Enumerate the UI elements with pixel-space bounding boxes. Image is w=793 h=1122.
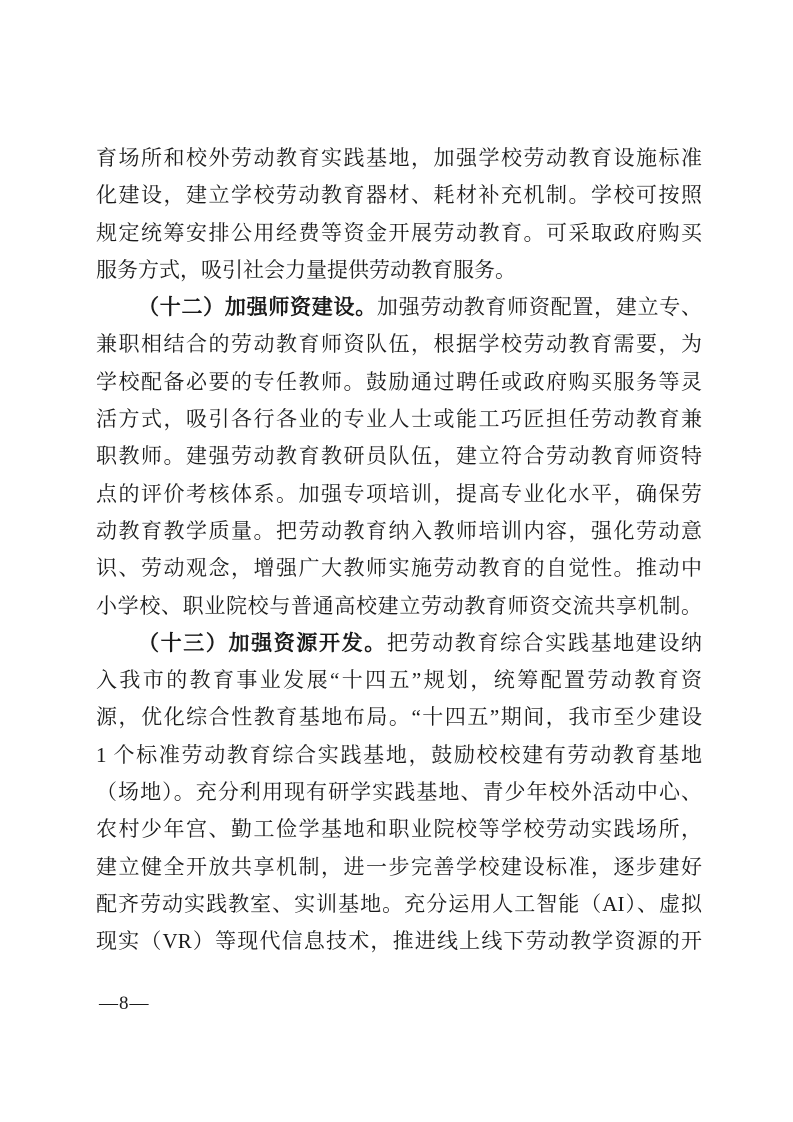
text-line [96, 476, 702, 513]
text-line [96, 513, 702, 550]
text-line [96, 699, 702, 736]
text-line [96, 401, 702, 438]
line-text: 入我市的教育事业发展“十四五”规划，统筹配置劳动教育资 [96, 668, 702, 693]
text-line [96, 140, 702, 177]
line-text: （场地）。充分利用现有研学实践基地、青少年校外活动中心、 [96, 780, 702, 805]
text-line [96, 550, 702, 587]
text-line [96, 886, 702, 923]
line-text: 动教育教学质量。把劳动教育纳入教师培训内容，强化劳动意 [96, 518, 702, 543]
section-heading: （十二）加强师资建设。 [138, 295, 377, 320]
line-text: 化建设，建立学校劳动教育器材、耗材补充机制。学校可按照 [96, 183, 702, 208]
page-footer [99, 992, 150, 1016]
line-text: 服务方式，吸引社会力量提供劳动教育服务。 [96, 257, 516, 282]
text-line [96, 849, 702, 886]
text-line [96, 252, 702, 289]
line-text: 识、劳动观念，增强广大教师实施劳动教育的自觉性。推动中 [96, 556, 702, 581]
line-text: 源，优化综合性教育基地布局。“十四五”期间，我市至少建设 [96, 705, 702, 730]
text-line [96, 811, 702, 848]
line-text: 现实（VR）等现代信息技术，推进线上线下劳动教学资源的开 [96, 929, 702, 954]
text-line [96, 289, 702, 326]
text-line [96, 662, 702, 699]
line-text: 育场所和校外劳动教育实践基地，加强学校劳动教育设施标准 [96, 146, 702, 170]
line-text: 点的评价考核体系。加强专项培训，提高专业化水平，确保劳 [96, 481, 702, 506]
line-text: 建立健全开放共享机制，进一步完善学校建设标准，逐步建好 [96, 854, 702, 879]
text-line [96, 326, 702, 363]
text-line [96, 923, 702, 960]
text-line [96, 774, 702, 811]
line-text: 兼职相结合的劳动教育师资队伍，根据学校劳动教育需要，为 [96, 332, 702, 357]
line-text: 职教师。建强劳动教育教研员队伍，建立符合劳动教育师资特 [96, 444, 702, 469]
line-text: 加强劳动教育师资配置，建立专、 [376, 295, 702, 320]
line-text: 农村少年宫、勤工俭学基地和职业院校等学校劳动实践场所， [96, 817, 702, 842]
text-line [96, 438, 702, 475]
line-text: 1 个标准劳动教育综合实践基地，鼓励校校建有劳动教育基地 [96, 742, 702, 767]
line-text: 活方式，吸引各行各业的专业人士或能工巧匠担任劳动教育兼 [96, 407, 702, 432]
line-text: 学校配备必要的专任教师。鼓励通过聘任或政府购买服务等灵 [96, 369, 702, 394]
text-line [96, 625, 702, 662]
page-number: —8— [99, 993, 150, 1014]
line-text: 配齐劳动实践教室、实训基地。充分运用人工智能（AI）、虚拟 [96, 891, 702, 916]
text-line [96, 588, 702, 625]
section-heading: （十三）加强资源开发。 [138, 630, 387, 655]
text-line [96, 364, 702, 401]
document-body [96, 140, 702, 961]
line-text: 规定统筹安排公用经费等资金开展劳动教育。可采取政府购买 [96, 220, 702, 245]
line-text: 把劳动教育综合实践基地建设纳 [386, 630, 702, 655]
text-line [96, 737, 702, 774]
text-line [96, 215, 702, 252]
text-line [96, 177, 702, 214]
line-text: 小学校、职业院校与普通高校建立劳动教育师资交流共享机制。 [96, 593, 702, 618]
